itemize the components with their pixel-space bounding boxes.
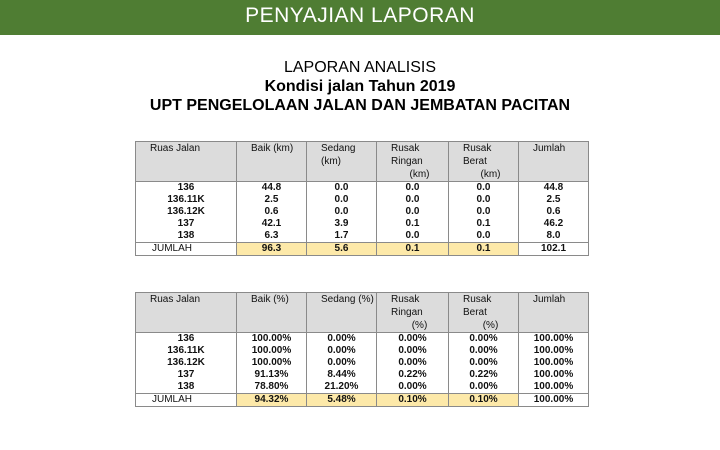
cell-total: 100.00% (519, 357, 589, 369)
cell-heavy-damage: 0.0 (449, 230, 519, 243)
header-unit: (%) (411, 320, 428, 331)
header-label: Rusak Berat (463, 294, 492, 318)
cell-road: 137 (136, 218, 237, 230)
cell-road: 136.12K (136, 206, 237, 218)
table-row (136, 230, 589, 243)
cell-good: 6.3 (237, 230, 307, 243)
cell-total: 46.2 (519, 218, 589, 230)
total-road: JUMLAH (136, 243, 237, 256)
header-heavy-damage (449, 142, 519, 182)
total-row (136, 394, 589, 407)
total-good: 96.3 (237, 243, 307, 256)
cell-fair: 0.00% (307, 357, 377, 369)
cell-heavy-damage: 0.00% (449, 357, 519, 369)
header-label: Ruas Jalan (150, 143, 201, 154)
cell-light-damage: 0.0 (377, 206, 449, 218)
header-unit (321, 168, 376, 181)
cell-total: 8.0 (519, 230, 589, 243)
cell-heavy-damage: 0.0 (449, 182, 519, 195)
header-fair (307, 142, 377, 182)
header-label: Jumlah (533, 294, 566, 305)
header-label: Rusak Ringan (391, 143, 423, 167)
cell-road: 136.11K (136, 345, 237, 357)
header-label: Baik (%) (251, 294, 289, 305)
header-unit (251, 155, 306, 168)
cell-heavy-damage: 0.00% (449, 381, 519, 394)
cell-light-damage: 0.0 (377, 182, 449, 195)
header-unit: (%) (482, 320, 499, 331)
header-good (237, 293, 307, 333)
header-unit: (km) (480, 169, 501, 180)
header-unit (150, 155, 236, 168)
cell-total: 2.5 (519, 194, 589, 206)
header-label: Sedang (%) (321, 294, 374, 305)
table-header-row (136, 142, 589, 182)
cell-total: 44.8 (519, 182, 589, 195)
header-unit (321, 306, 376, 319)
cell-good: 91.13% (237, 369, 307, 381)
table-row (136, 381, 589, 394)
cell-good: 100.00% (237, 333, 307, 346)
total-heavy-damage: 0.10% (449, 394, 519, 407)
header-label: Ruas Jalan (150, 294, 201, 305)
header-light-damage (377, 142, 449, 182)
header-good (237, 142, 307, 182)
table-row (136, 369, 589, 381)
cell-good: 100.00% (237, 357, 307, 369)
cell-light-damage: 0.22% (377, 369, 449, 381)
total-total: 100.00% (519, 394, 589, 407)
cell-road: 136 (136, 182, 237, 195)
header-label: Jumlah (533, 143, 566, 154)
cell-heavy-damage: 0.00% (449, 333, 519, 346)
cell-fair: 21.20% (307, 381, 377, 394)
table-header-row (136, 293, 589, 333)
report-subtitle: Kondisi jalan Tahun 2019 (264, 78, 456, 95)
cell-road: 136.11K (136, 194, 237, 206)
cell-road: 136.12K (136, 357, 237, 369)
header-unit (533, 306, 588, 319)
report-heading (0, 58, 720, 115)
cell-total: 0.6 (519, 206, 589, 218)
cell-fair: 0.0 (307, 206, 377, 218)
header-unit (251, 306, 306, 319)
cell-fair: 8.44% (307, 369, 377, 381)
header-road (136, 293, 237, 333)
cell-good: 2.5 (237, 194, 307, 206)
header-unit (150, 306, 236, 319)
table-row (136, 345, 589, 357)
cell-good: 42.1 (237, 218, 307, 230)
header-label: Sedang (km) (321, 143, 356, 167)
cell-light-damage: 0.1 (377, 218, 449, 230)
cell-fair: 0.00% (307, 345, 377, 357)
total-fair: 5.6 (307, 243, 377, 256)
header-label: Rusak Berat (463, 143, 492, 167)
header-unit: (km) (409, 169, 430, 180)
cell-light-damage: 0.0 (377, 230, 449, 243)
header-road (136, 142, 237, 182)
cell-total: 100.00% (519, 333, 589, 346)
header-total (519, 293, 589, 333)
table-row (136, 333, 589, 346)
table-row (136, 218, 589, 230)
total-row (136, 243, 589, 256)
cell-road: 136 (136, 333, 237, 346)
cell-road: 138 (136, 230, 237, 243)
cell-fair: 0.0 (307, 182, 377, 195)
header-total (519, 142, 589, 182)
cell-good: 78.80% (237, 381, 307, 394)
cell-good: 0.6 (237, 206, 307, 218)
cell-total: 100.00% (519, 345, 589, 357)
cell-fair: 0.00% (307, 333, 377, 346)
cell-heavy-damage: 0.22% (449, 369, 519, 381)
cell-good: 100.00% (237, 345, 307, 357)
header-label: Baik (km) (251, 143, 294, 154)
cell-road: 138 (136, 381, 237, 394)
condition-km-table (135, 141, 589, 256)
cell-light-damage: 0.00% (377, 357, 449, 369)
cell-light-damage: 0.00% (377, 333, 449, 346)
total-fair: 5.48% (307, 394, 377, 407)
header-unit (533, 155, 588, 168)
total-good: 94.32% (237, 394, 307, 407)
table-row (136, 206, 589, 218)
cell-road: 137 (136, 369, 237, 381)
cell-heavy-damage: 0.0 (449, 206, 519, 218)
total-heavy-damage: 0.1 (449, 243, 519, 256)
cell-total: 100.00% (519, 381, 589, 394)
banner-title: PENYAJIAN LAPORAN (245, 4, 475, 27)
cell-fair: 3.9 (307, 218, 377, 230)
total-total: 102.1 (519, 243, 589, 256)
cell-total: 100.00% (519, 369, 589, 381)
cell-light-damage: 0.0 (377, 194, 449, 206)
cell-light-damage: 0.00% (377, 381, 449, 394)
cell-light-damage: 0.00% (377, 345, 449, 357)
cell-heavy-damage: 0.0 (449, 194, 519, 206)
header-light-damage (377, 293, 449, 333)
cell-heavy-damage: 0.00% (449, 345, 519, 357)
table-row (136, 357, 589, 369)
header-label: Rusak Ringan (391, 294, 423, 318)
header-heavy-damage (449, 293, 519, 333)
report-title: LAPORAN ANALISIS (283, 59, 437, 76)
total-light-damage: 0.1 (377, 243, 449, 256)
cell-good: 44.8 (237, 182, 307, 195)
total-road: JUMLAH (136, 394, 237, 407)
table-row (136, 194, 589, 206)
header-fair (307, 293, 377, 333)
cell-heavy-damage: 0.1 (449, 218, 519, 230)
cell-fair: 0.0 (307, 194, 377, 206)
cell-fair: 1.7 (307, 230, 377, 243)
condition-percent-table (135, 292, 589, 407)
report-organization: UPT PENGELOLAAN JALAN DAN JEMBATAN PACITAN (149, 97, 571, 114)
total-light-damage: 0.10% (377, 394, 449, 407)
table-row (136, 182, 589, 195)
title-banner (0, 0, 720, 35)
